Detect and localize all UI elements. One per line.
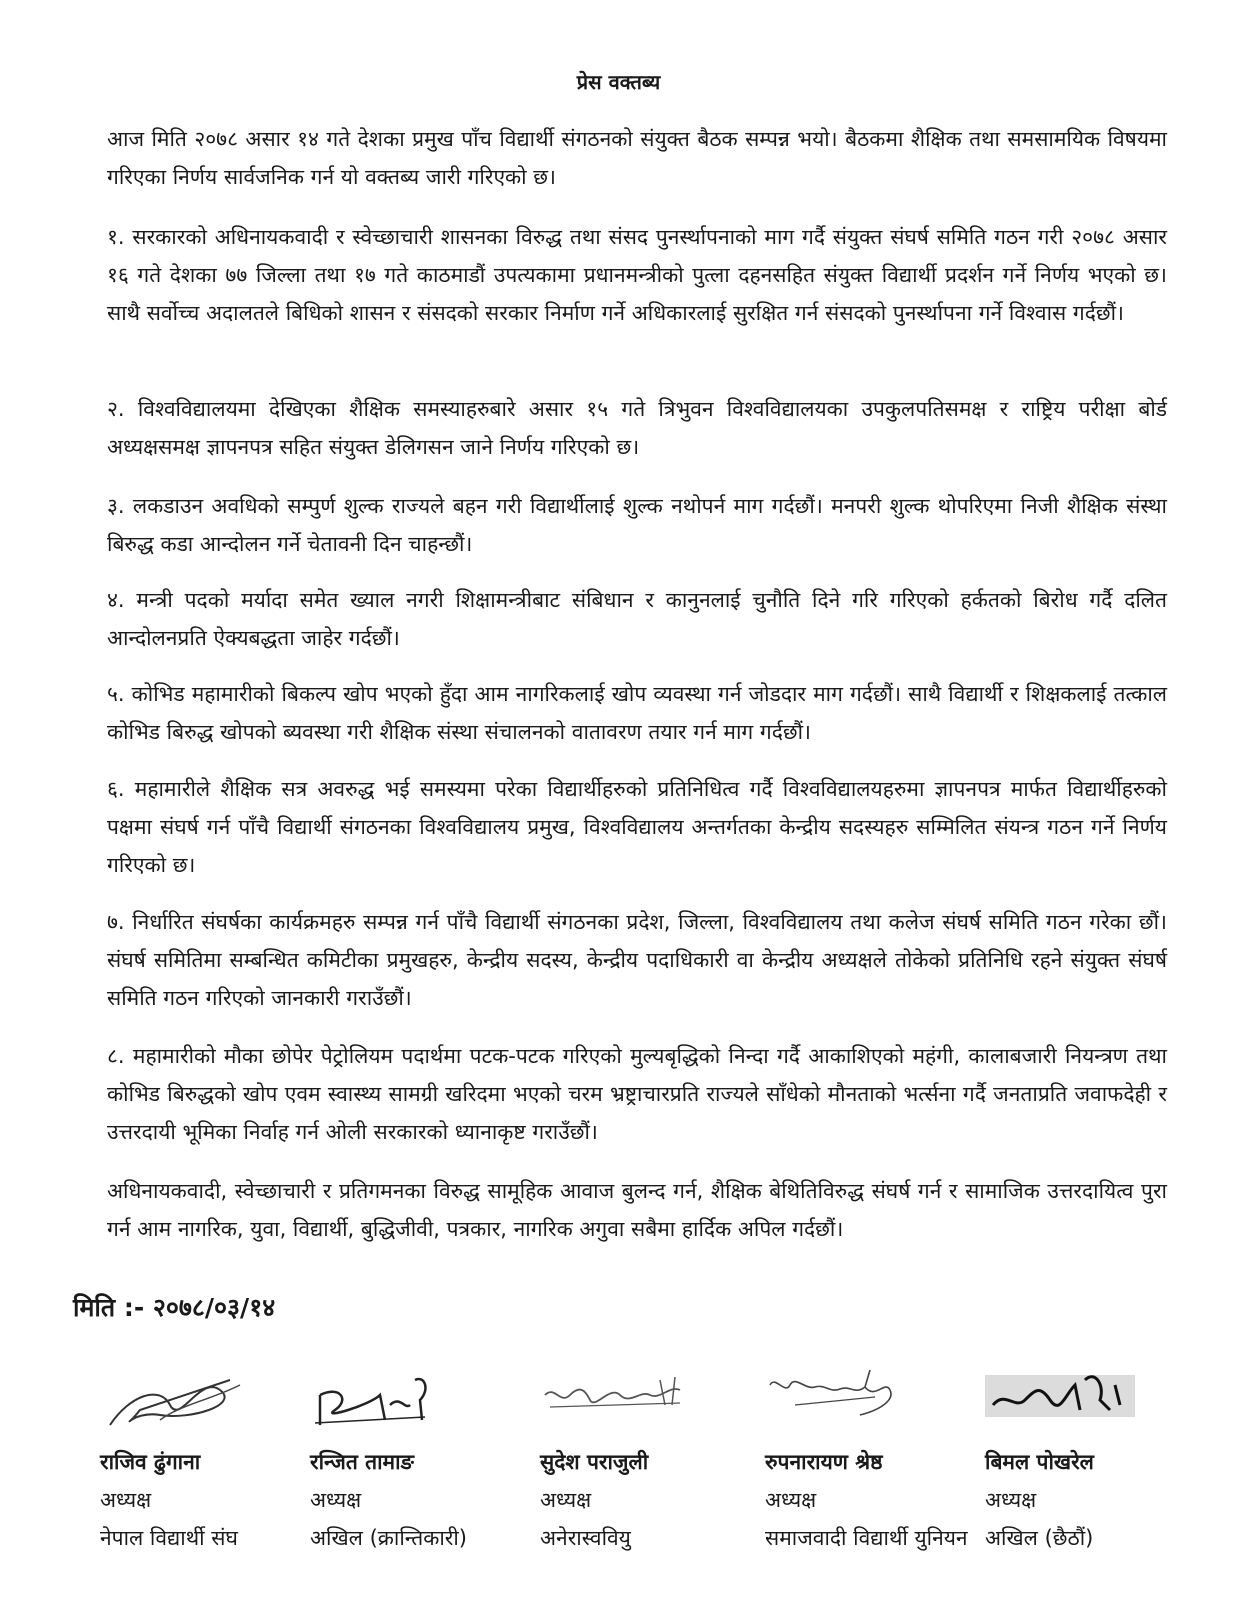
point-1-paragraph: १. सरकारको अधिनायकवादी र स्वेच्छाचारी शासनका विरुद्ध तथा संसद पुनर्स्थापनाको माग गर्दै संयुक्त संघर्ष समिति गठन गरी २०७८ असार १६ गते देशका ७७ जिल्ला तथा १७ गते काठमाडौं उपत्यकामा प्रधानमन्त्रीको पुत्ला दहनसहित संयुक्त विद्यार्थी प्रदर्शन गर्ने निर्णय भएको छ। साथै सर्वोच्च अदालतले बिधिको शासन र संसदको सरकार निर्माण गर्ने अधिकारलाई सुरक्षित गर्न संसदको पुनर्स्थापना गर्ने विश्वास गर्दछौं। xyxy=(107,225,1167,325)
signature-image xyxy=(540,1365,700,1443)
point-5-paragraph: ५. कोभिड महामारीको बिकल्प खोप भएको हुँदा आम नागरिकलाई खोप व्यवस्था गर्न जोडदार माग गर्दछौं। साथै विद्यार्थी र शिक्षकलाई तत्काल कोभिड बिरुद्ध खोपको ब्यवस्था गरी शैक्षिक संस्था संचालनको वातावरण तयार गर्न माग गर्दछौं। xyxy=(107,682,1167,744)
signatory-organization: समाजवादी विद्यार्थी युनियन xyxy=(765,1526,968,1550)
signatory-block xyxy=(540,1365,760,1557)
signature-image xyxy=(100,1365,260,1443)
signatory-name: रुपनारायण श्रेष्ठ xyxy=(765,1450,883,1474)
signatory-block xyxy=(985,1365,1205,1557)
signatory-organization: अखिल (छैठौं) xyxy=(985,1526,1094,1550)
signature-image xyxy=(985,1365,1145,1443)
point-6-paragraph: ६. महामारीले शैक्षिक सत्र अवरुद्ध भई समस्यमा परेका विद्यार्थीहरुको प्रतिनिधित्व गर्दै विश्वविद्यालयहरुमा ज्ञापनपत्र मार्फत विद्यार्थीहरुको पक्षमा संघर्ष गर्न पाँचै विद्यार्थी संगठनका विश्वविद्यालय प्रमुख, विश्वविद्यालय अन्तर्गतका केन्द्रीय सदस्यहरु सम्मिलित संयन्त्र गठन गर्ने निर्णय गरिएको छ। xyxy=(107,777,1167,877)
signatory-role: अध्यक्ष xyxy=(540,1488,592,1512)
signature-image xyxy=(765,1365,925,1443)
point-3-paragraph: ३. लकडाउन अवधिको सम्पुर्ण शुल्क राज्यले बहन गरी विद्यार्थीलाई शुल्क नथोपर्न माग गर्दछौं। मनपरी शुल्क थोपरिएमा निजी शैक्षिक संस्था बिरुद्ध कडा आन्दोलन गर्ने चेतावनी दिन चाहन्छौं। xyxy=(107,494,1167,556)
signatory-role: अध्यक्ष xyxy=(765,1488,817,1512)
signatory-role: अध्यक्ष xyxy=(100,1488,152,1512)
signatory-name: बिमल पोखरेल xyxy=(985,1450,1094,1474)
signatory-name: रन्जित तामाङ xyxy=(310,1450,414,1474)
point-8-paragraph: ८. महामारीको मौका छोपेर पेट्रोलियम पदार्थमा पटक-पटक गरिएको मुल्यबृद्धिको निन्दा गर्दै आकाशिएको महंगी, कालाबजारी नियन्त्रण तथा कोभिड बिरुद्धको खोप एवम स्वास्थ्य सामग्री खरिदमा भएको चरम भ्रष्ट्राचारप्रति राज्यले साँधेको मौनताको भर्त्सना गर्दै जनताप्रति जवाफदेही र उत्तरदायी भूमिका निर्वाह गर्न ओली सरकारको ध्यानाकृष्ट गराउँछौं। xyxy=(107,1044,1167,1144)
signatory-name: सुदेश पराजुली xyxy=(540,1450,649,1474)
signatory-organization: नेपाल विद्यार्थी संघ xyxy=(100,1526,238,1550)
appeal-paragraph: अधिनायकवादी, स्वेच्छाचारी र प्रतिगमनका विरुद्ध सामूहिक आवाज बुलन्द गर्न, शैक्षिक बेथितिविरुद्ध संघर्ष गर्न र सामाजिक उत्तरदायित्व पुरा गर्न आम नागरिक, युवा, विद्यार्थी, बुद्धिजीवी, पत्रकार, नागरिक अगुवा सबैमा हार्दिक अपिल गर्दछौं। xyxy=(107,1179,1167,1241)
press-statement-title: प्रेस वक्तब्य xyxy=(576,70,661,94)
signatory-organization: अनेरास्ववियु xyxy=(540,1526,631,1550)
signatory-role: अध्यक्ष xyxy=(310,1488,362,1512)
point-4-paragraph: ४. मन्त्री पदको मर्यादा समेत ख्याल नगरी शिक्षामन्त्रीबाट संबिधान र कानुनलाई चुनौति दिने गरि गरिएको हर्कतको बिरोध गर्दै दलित आन्दोलनप्रति ऐक्यबद्धता जाहेर गर्दछौं। xyxy=(107,588,1167,650)
point-7-paragraph: ७. निर्धारित संघर्षका कार्यक्रमहरु सम्पन्न गर्न पाँचै विद्यार्थी संगठनका प्रदेश, जिल्ला, विश्वविद्यालय तथा कलेज संघर्ष समिति गठन गरेका छौं। संघर्ष समितिमा सम्बन्धित कमिटीका प्रमुखहरु, केन्द्रीय सदस्य, केन्द्रीय पदाधिकारी वा केन्द्रीय अध्यक्षले तोकेको प्रतिनिधि रहने संयुक्त संघर्ष समिति गठन गरिएको जानकारी गराउँछौं। xyxy=(107,910,1167,1010)
signatory-block xyxy=(100,1365,320,1557)
statement-date: मिति :- २०७८/०३/१४ xyxy=(73,1293,276,1322)
signatory-organization: अखिल (क्रान्तिकारी) xyxy=(310,1526,467,1550)
signatory-name: राजिव ढुंगाना xyxy=(100,1450,201,1474)
intro-paragraph: आज मिति २०७८ असार १४ गते देशका प्रमुख पाँच विद्यार्थी संगठनको संयुक्त बैठक सम्पन्न भयो। बैठकमा शैक्षिक तथा समसामयिक विषयमा गरिएका निर्णय सार्वजनिक गर्न यो वक्तब्य जारी गरिएको छ। xyxy=(107,127,1167,189)
signatory-role: अध्यक्ष xyxy=(985,1488,1037,1512)
signatory-block xyxy=(765,1365,985,1557)
point-2-paragraph: २. विश्वविद्यालयमा देखिएका शैक्षिक समस्याहरुबारे असार १५ गते त्रिभुवन विश्वविद्यालयका उपकुलपतिसमक्ष र राष्ट्रिय परीक्षा बोर्ड अध्यक्षसमक्ष ज्ञापनपत्र सहित संयुक्त डेलिगसन जाने निर्णय गरिएको छ। xyxy=(107,397,1167,459)
signatory-block xyxy=(310,1365,530,1557)
signature-image xyxy=(310,1365,470,1443)
